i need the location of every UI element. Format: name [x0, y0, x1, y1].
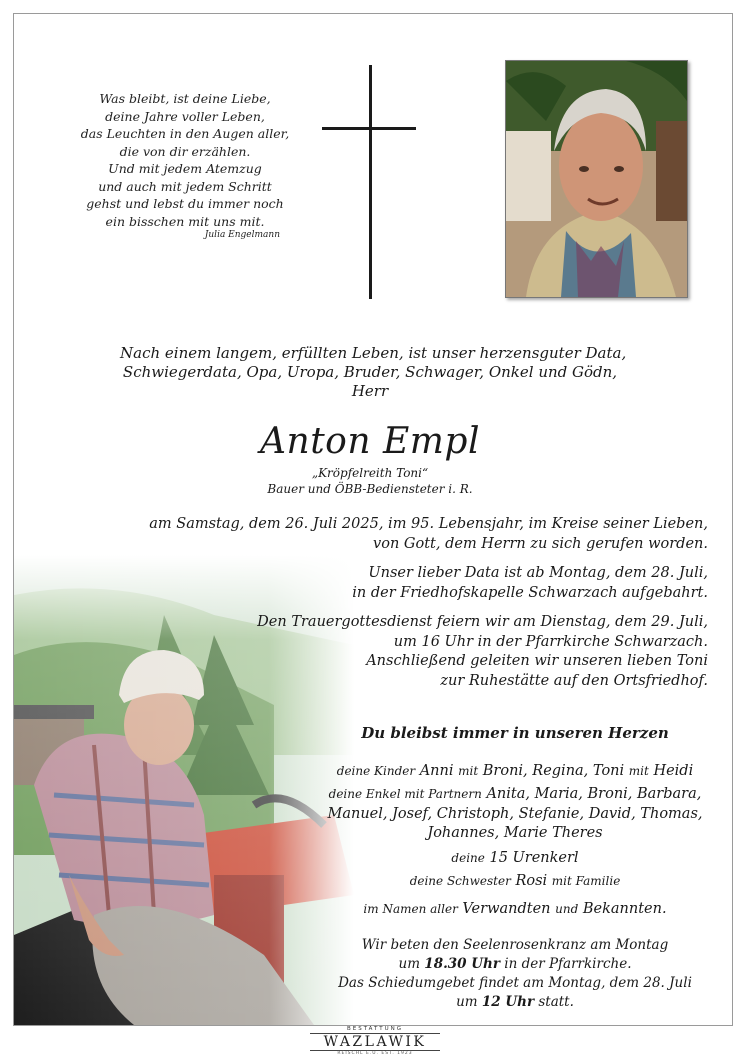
child-name: Regina,	[532, 763, 589, 779]
great-count: 15 Urenkerl	[489, 850, 579, 866]
prayer-post: in der Pfarrkirche.	[504, 956, 632, 972]
service-notice	[257, 613, 708, 691]
service-line: Den Trauergottesdienst feiern wir am Dienstag, dem 29. Juli,	[257, 614, 708, 630]
sister-prefix: deine Schwester	[409, 874, 511, 888]
relatives-word: Bekannten.	[582, 901, 667, 917]
relatives-prefix: im Namen aller	[363, 902, 458, 916]
child-name: Heidi	[653, 763, 694, 779]
poem-line: deine Jahre voller Leben,	[105, 108, 265, 124]
intro-line: Schwiegerdata, Opa, Uropa, Bruder, Schwager, Onkel und Gödn,	[122, 363, 618, 381]
children-prefix: deine Kinder	[336, 764, 416, 778]
deceased-nickname: „Kröpfelreith Toni“	[311, 466, 429, 480]
poem-author: Julia Engelmann	[204, 230, 280, 240]
poem-line: Was bleibt, ist deine Liebe,	[99, 91, 271, 106]
death-line: von Gott, dem Herrn zu sich gerufen worden.	[373, 535, 708, 552]
child-joiner: mit	[628, 764, 649, 778]
grandchildren	[320, 785, 710, 844]
sister-suffix: mit Familie	[551, 874, 621, 888]
grandchildren-names: Anita, Maria, Broni, Barbara,	[486, 786, 702, 802]
service-line: zur Ruhestätte auf den Ortsfriedhof.	[440, 672, 708, 689]
child-name: Broni,	[482, 763, 528, 779]
intro-line: Herr	[351, 382, 389, 400]
poem-line: und auch mit jedem Schritt	[98, 178, 272, 194]
poem-line: die von dir erzählen.	[119, 143, 251, 159]
relatives-word: Verwandten	[462, 901, 551, 917]
prayer-post: statt.	[538, 994, 574, 1010]
service-line: um 16 Uhr in der Pfarrkirche Schwarzach.	[393, 633, 708, 650]
laid-out-notice	[352, 564, 708, 603]
relatives-line	[320, 900, 710, 920]
child-name: Anni	[419, 763, 454, 779]
grandchildren-names: Manuel, Josef, Christoph, Stefanie, David, Thomas,	[327, 805, 703, 822]
grandchildren-prefix: deine Enkel mit Partnern	[328, 787, 482, 801]
cross-icon	[369, 65, 372, 299]
laid-out-line: Unser lieber Data ist ab Montag, dem 28. Juli,	[368, 565, 708, 581]
cross-icon-bar	[322, 127, 416, 130]
logo-top: BESTATTUNG	[346, 1026, 404, 1032]
intro-text	[120, 344, 627, 401]
poem-line: Und mit jedem Atemzug	[108, 161, 262, 176]
poem-line: gehst und lebst du immer noch	[86, 196, 284, 211]
child-name: Toni	[592, 763, 625, 779]
deceased-name: Anton Empl	[260, 421, 480, 462]
prayer-time: 18.30 Uhr	[424, 956, 500, 972]
poem	[60, 90, 310, 240]
prayer-time: 12 Uhr	[481, 994, 535, 1010]
sister-line	[320, 872, 710, 892]
relatives-joiner: und	[555, 902, 579, 916]
death-notice	[149, 515, 708, 554]
portrait-photo	[505, 60, 688, 298]
grandchildren-names: Johannes, Marie Theres	[427, 825, 603, 841]
prayer-line: Das Schiedumgebet findet am Montag, dem 28. Juli	[338, 975, 692, 991]
logo-main: WAZLAWIK	[310, 1033, 440, 1051]
poem-line: das Leuchten in den Augen aller,	[80, 126, 290, 141]
service-line: Anschließend geleiten wir unseren lieben Toni	[366, 653, 708, 669]
prayer-pre: um	[456, 994, 478, 1010]
deceased-occupation: Bauer und ÖBB-Bediensteter i. R.	[267, 482, 473, 496]
poem-line: ein bisschen mit uns mit.	[105, 213, 265, 229]
logo-sub: REISCHL E.U. EST. 1923	[337, 1051, 413, 1056]
child-joiner: mit	[458, 764, 479, 778]
children-line	[320, 762, 710, 782]
sister-name: Rosi	[515, 873, 548, 889]
great-grandchildren	[320, 849, 710, 869]
prayer-line: Wir beten den Seelenrosenkranz am Montag	[361, 937, 669, 953]
prayer-pre: um	[398, 956, 420, 972]
great-prefix: deine	[451, 851, 485, 865]
death-line: am Samstag, dem 26. Juli 2025, im 95. Lebensjahr, im Kreise seiner Lieben,	[149, 516, 708, 532]
prayer-info	[330, 936, 700, 1012]
funeral-home-logo	[310, 1026, 440, 1057]
motto: Du bleibst immer in unseren Herzen	[361, 724, 669, 742]
laid-out-line: in der Friedhofskapelle Schwarzach aufgebahrt.	[352, 584, 708, 601]
intro-line: Nach einem langem, erfüllten Leben, ist unser herzensguter Data,	[120, 344, 627, 362]
